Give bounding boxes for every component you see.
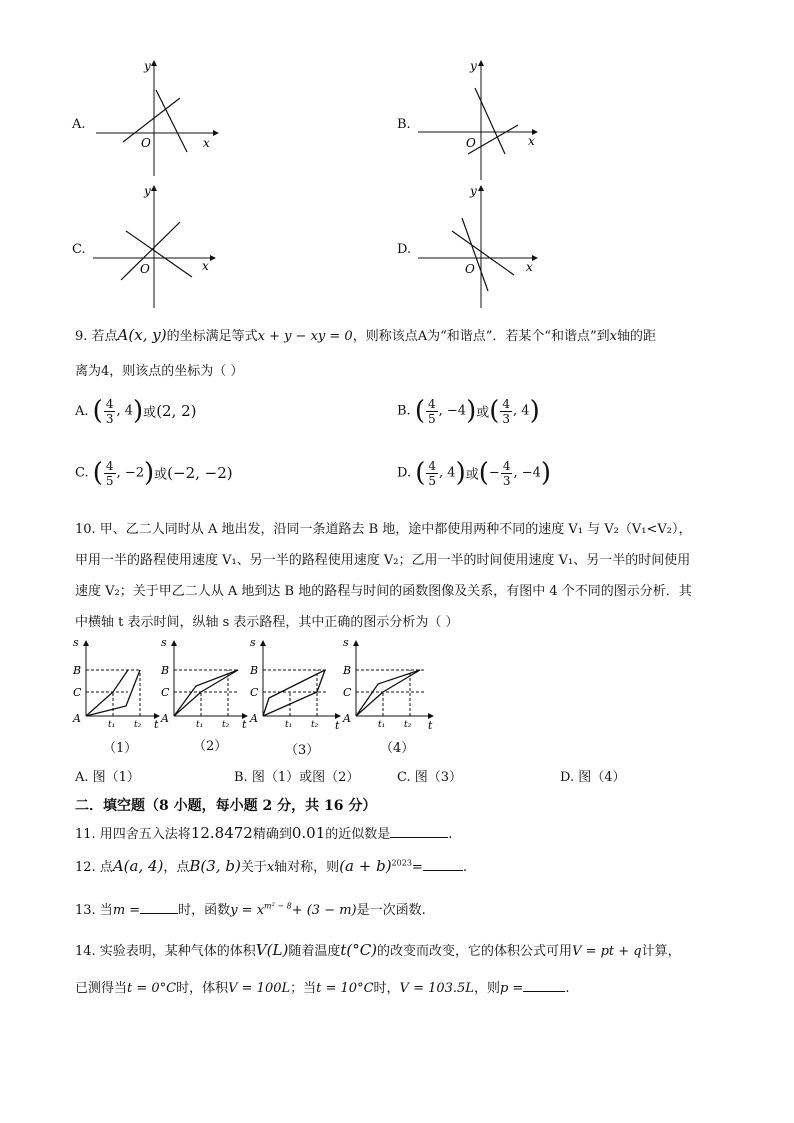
q12: 12. 点A(a, 4)，点B(3, b)关于x轴对称，则$(a + b)^{2023}=$ . [75, 857, 467, 875]
q8-option-c-label: C. [72, 242, 86, 257]
svg-text:C: C [250, 686, 259, 699]
q9-equation: x + y − xy = 0 [257, 329, 353, 344]
line-2 [156, 90, 187, 152]
q8-graph-a [88, 58, 223, 178]
q10-graph-3 [247, 636, 347, 732]
q9-option-a: A. ( $\frac{4}{3}$ , 4)或(2, 2) [75, 396, 197, 426]
q9-option-b: B. ( $\frac{4}{5}$ , −4)或( $\frac{4}{3}$ , 4) [397, 396, 540, 426]
svg-text:t: t [335, 719, 340, 732]
y-axis-label: y [144, 59, 151, 73]
svg-text:B: B [73, 664, 82, 677]
origin-label: O [466, 136, 476, 150]
q10-line-4: 中横轴 t 表示时间，纵轴 s 表示路程，其中正确的图示分析为（ ） [75, 615, 459, 630]
q10-graph-4 [340, 636, 440, 732]
svg-text:t: t [154, 718, 159, 728]
svg-text:A: A [161, 712, 169, 725]
svg-text:A: A [73, 712, 81, 725]
q8-option-d-label: D. [397, 242, 412, 257]
q11: 11. 用四舍五入法将12.8472精确到0.01的近似数是 . [75, 824, 453, 842]
q10-caption-2: （2） [193, 739, 228, 754]
svg-text:B: B [343, 664, 352, 677]
q8-graph-b [410, 58, 545, 183]
q10-line-1: 10. 甲、乙二人同时从 A 地出发，沿同一条道路去 B 地，途中都使用两种不同的速度 V₁ 与 V₂（V₁<V₂）， [75, 522, 692, 537]
line-1 [121, 222, 180, 280]
q9-option-d: D. ( $\frac{4}{5}$ , 4)或(− $\frac{4}{3}$ , −4) [397, 458, 552, 488]
q10-option-d: D. 图（4） [560, 770, 626, 785]
q14-answer-blank[interactable] [523, 991, 565, 992]
section-2-title: 二．填空题（8 小题，每小题 2 分，共 16 分） [75, 798, 377, 814]
q9-line-1: 9. 若点A(x, y)的坐标满足等式x + y − xy = 0，则称该点A为“和谐点”．若某个“和谐点”到x轴的距 [75, 326, 657, 344]
q8-graph-d [410, 183, 545, 310]
origin-label: O [141, 136, 151, 150]
q11-answer-blank[interactable] [390, 837, 448, 838]
line-2 [126, 231, 192, 277]
svg-text:t₂: t₂ [404, 720, 412, 730]
q8-option-a-label: A. [72, 117, 86, 132]
svg-text:C: C [343, 686, 352, 699]
q10-graph-1 [70, 636, 162, 728]
q10-option-a: A. 图（1） [75, 770, 140, 785]
q8-option-b-label: B. [397, 117, 411, 132]
x-axis-label: x [528, 134, 535, 148]
y-axis-label: y [470, 184, 477, 198]
svg-text:t₁: t₁ [108, 720, 116, 728]
line-1 [475, 88, 505, 154]
svg-text:t₁: t₁ [196, 720, 204, 728]
q14-line-2: 已测得当t = 0°C时，体积V = 100L；当t = 10°C时，V = 103.5L，则p = . [75, 981, 570, 996]
svg-text:t₂: t₂ [311, 720, 319, 730]
q10-line-2: 甲用一半的路程使用速度 V₁、另一半的路程使用速度 V₂；乙用一半的时间使用速度 V₁、另一半的时间使用 [75, 553, 691, 568]
q10-caption-1: （1） [103, 741, 138, 756]
q8-graph-c [88, 183, 223, 310]
y-axis-label: y [144, 184, 151, 198]
y-axis-label: y [470, 59, 477, 73]
origin-label: O [465, 262, 475, 276]
svg-text:C: C [161, 686, 170, 699]
svg-text:B: B [161, 664, 170, 677]
q9-point: A(x, y) [117, 326, 167, 344]
svg-text:t₁: t₁ [378, 720, 386, 730]
q14-line-1: 14. 实验表明，某种气体的体积V(L)随着温度t(°C)的改变而改变，它的体积公式可用V = pt + q计算， [75, 941, 681, 959]
svg-text:s: s [250, 636, 256, 649]
svg-text:C: C [73, 686, 82, 699]
q12-answer-blank[interactable] [423, 870, 463, 871]
q13-answer-blank[interactable] [140, 913, 178, 914]
svg-text:s: s [73, 636, 79, 649]
q13: 13. 当m = 时，函数$y = x^{m^2 - 8}+ (3 - m)$是一次函数. [75, 901, 426, 918]
x-axis-label: x [202, 259, 209, 273]
q10-caption-4: （4） [380, 741, 415, 756]
svg-text:A: A [343, 712, 351, 725]
q10-graph-2 [158, 636, 250, 728]
x-axis-label: x [526, 260, 533, 274]
svg-text:t: t [242, 718, 247, 728]
x-axis-label: x [203, 136, 210, 150]
svg-text:s: s [161, 636, 167, 649]
q10-line-3: 速度 V₂；关于甲乙二人从 A 地到达 B 地的路程与时间的函数图像及关系，有图中 4 个不同的图示分析．其 [75, 584, 692, 599]
q9-line-2: 离为4，则该点的坐标为（ ） [75, 364, 244, 379]
svg-text:t₂: t₂ [134, 720, 142, 728]
q9-option-c: C. ( $\frac{4}{5}$ , −2)或(−2, −2) [75, 458, 233, 488]
svg-text:s: s [343, 636, 349, 649]
svg-text:t₂: t₂ [222, 720, 230, 728]
svg-text:A: A [250, 712, 258, 725]
svg-text:t: t [428, 719, 433, 732]
line-2 [452, 231, 514, 275]
q10-option-c: C. 图（3） [397, 770, 463, 785]
q10-option-b: B. 图（1）或图（2） [234, 770, 360, 785]
q10-caption-3: （3） [285, 743, 320, 758]
origin-label: O [140, 262, 150, 276]
svg-text:B: B [250, 664, 259, 677]
svg-text:t₁: t₁ [285, 720, 293, 730]
